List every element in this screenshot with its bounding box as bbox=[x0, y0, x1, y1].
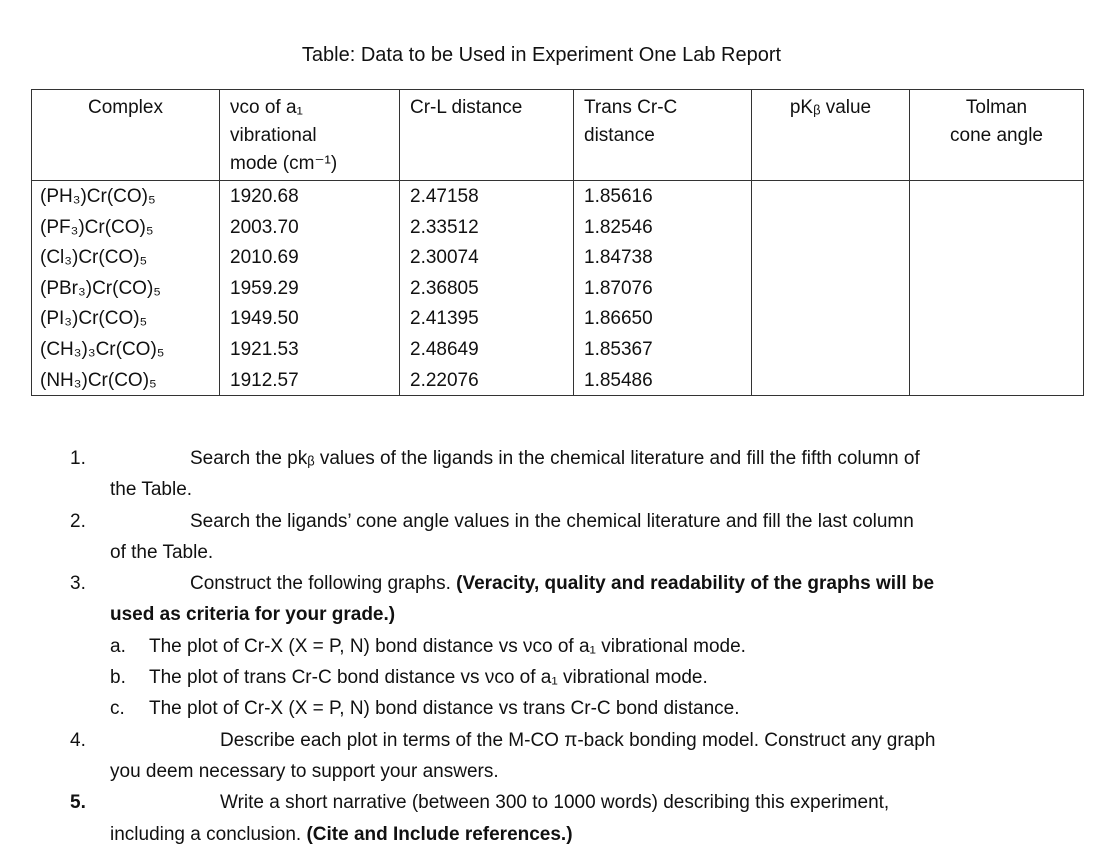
table-row bbox=[32, 212, 1084, 243]
subitem-letter: b. bbox=[110, 667, 126, 689]
cell-complex: (CH₃)₃Cr(CO)₅ bbox=[32, 334, 220, 365]
table-row bbox=[32, 365, 1084, 396]
cell-vco: 1921.53 bbox=[220, 334, 400, 365]
cell-crl: 2.41395 bbox=[400, 303, 574, 334]
item-text-bold: (Cite and Include references.) bbox=[306, 823, 573, 845]
cell-pkb bbox=[752, 273, 910, 304]
cell-tolman bbox=[910, 212, 1084, 243]
header-vco-line-2: vibrational bbox=[230, 125, 317, 146]
item-text-cont: you deem necessary to support your answers. bbox=[110, 760, 499, 782]
cell-pkb bbox=[752, 181, 910, 212]
instruction-item-3 bbox=[0, 568, 1106, 631]
cell-crl: 2.48649 bbox=[400, 334, 574, 365]
cell-complex: (PBr₃)Cr(CO)₅ bbox=[32, 273, 220, 304]
cell-tolman bbox=[910, 181, 1084, 212]
cell-tolman bbox=[910, 273, 1084, 304]
header-complex-line: Complex bbox=[88, 97, 163, 118]
instruction-item-4 bbox=[0, 725, 1106, 788]
page-title: Table: Data to be Used in Experiment One Lab Report bbox=[301, 44, 782, 66]
subitem-text: The plot of Cr-X (X = P, N) bond distance vs trans Cr-C bond distance. bbox=[149, 698, 740, 720]
table-row bbox=[32, 273, 1084, 304]
cell-tolman bbox=[910, 365, 1084, 396]
item-number: 5. bbox=[70, 792, 86, 814]
cell-tolman bbox=[910, 303, 1084, 334]
subitem-b bbox=[0, 662, 1106, 693]
cell-complex: (PH₃)Cr(CO)₅ bbox=[32, 181, 220, 212]
header-vco bbox=[220, 90, 400, 181]
cell-trans-crc: 1.85616 bbox=[574, 181, 752, 212]
cell-vco: 2010.69 bbox=[220, 242, 400, 273]
header-trans-line-2: distance bbox=[584, 125, 655, 146]
item-text-cont: including a conclusion. bbox=[110, 823, 307, 845]
item-text: Write a short narrative (between 300 to 1000 words) describing this experiment, bbox=[220, 792, 890, 814]
item-text-cont: of the Table. bbox=[110, 541, 214, 563]
cell-vco: 1920.68 bbox=[220, 181, 400, 212]
cell-crl: 2.22076 bbox=[400, 365, 574, 396]
cell-tolman bbox=[910, 242, 1084, 273]
header-crl-distance bbox=[400, 90, 574, 181]
instruction-item-1 bbox=[0, 443, 1106, 506]
header-trans-line-1: Trans Cr-C bbox=[584, 97, 678, 118]
item-number: 2. bbox=[70, 510, 86, 532]
data-table bbox=[31, 89, 1084, 396]
header-trans-crc bbox=[574, 90, 752, 181]
subitem-letter: c. bbox=[110, 698, 125, 720]
table-header-row bbox=[32, 90, 1084, 181]
header-pkb bbox=[752, 90, 910, 181]
item-text: Describe each plot in terms of the M-CO π-back bonding model. Construct any graph bbox=[220, 729, 936, 751]
subitem-letter: a. bbox=[110, 635, 126, 657]
cell-crl: 2.30074 bbox=[400, 242, 574, 273]
cell-vco: 1949.50 bbox=[220, 303, 400, 334]
subitem-text: The plot of trans Cr-C bond distance vs νco of a₁ vibrational mode. bbox=[149, 667, 708, 689]
item-text: Search the pkᵦ values of the ligands in the chemical literature and fill the fifth column of bbox=[190, 448, 920, 469]
instruction-item-2 bbox=[0, 506, 1106, 569]
cell-trans-crc: 1.84738 bbox=[574, 242, 752, 273]
cell-crl: 2.36805 bbox=[400, 273, 574, 304]
cell-crl: 2.47158 bbox=[400, 181, 574, 212]
item-number: 4. bbox=[70, 729, 86, 751]
header-complex bbox=[32, 90, 220, 181]
cell-trans-crc: 1.85486 bbox=[574, 365, 752, 396]
cell-trans-crc: 1.86650 bbox=[574, 303, 752, 334]
cell-pkb bbox=[752, 242, 910, 273]
cell-pkb bbox=[752, 303, 910, 334]
header-crl-line: Cr-L distance bbox=[410, 97, 523, 118]
table-row bbox=[32, 181, 1084, 212]
cell-pkb bbox=[752, 365, 910, 396]
header-vco-line-1: νco of a₁ bbox=[230, 97, 303, 118]
cell-trans-crc: 1.87076 bbox=[574, 273, 752, 304]
cell-complex: (NH₃)Cr(CO)₅ bbox=[32, 365, 220, 396]
cell-vco: 1912.57 bbox=[220, 365, 400, 396]
header-tolman-line-2: cone angle bbox=[950, 125, 1043, 146]
item-text-bold-cont: used as criteria for your grade.) bbox=[110, 604, 396, 626]
header-tolman-line-1: Tolman bbox=[965, 97, 1028, 118]
header-vco-line-3: mode (cm⁻¹) bbox=[230, 153, 338, 174]
cell-complex: (Cl₃)Cr(CO)₅ bbox=[32, 242, 220, 273]
header-pkb-line: pKᵦ value bbox=[789, 97, 872, 118]
item-text-cont: the Table. bbox=[110, 479, 193, 501]
table-row bbox=[32, 334, 1084, 365]
cell-trans-crc: 1.85367 bbox=[574, 334, 752, 365]
item-text: Search the ligands’ cone angle values in the chemical literature and fill the last column bbox=[190, 510, 914, 532]
instructions-list bbox=[0, 443, 1106, 850]
cell-pkb bbox=[752, 212, 910, 243]
cell-complex: (PF₃)Cr(CO)₅ bbox=[32, 212, 220, 243]
subitem-text: The plot of Cr-X (X = P, N) bond distance vs νco of a₁ vibrational mode. bbox=[149, 635, 746, 657]
item-number: 3. bbox=[70, 573, 86, 595]
header-tolman bbox=[910, 90, 1084, 181]
item-text: Construct the following graphs. bbox=[190, 573, 457, 595]
subitem-c bbox=[0, 693, 1106, 724]
cell-vco: 2003.70 bbox=[220, 212, 400, 243]
cell-crl: 2.33512 bbox=[400, 212, 574, 243]
cell-tolman bbox=[910, 334, 1084, 365]
item-text-bold: (Veracity, quality and readability of the graphs will be bbox=[456, 573, 935, 595]
cell-complex: (PI₃)Cr(CO)₅ bbox=[32, 303, 220, 334]
table-row bbox=[32, 242, 1084, 273]
cell-trans-crc: 1.82546 bbox=[574, 212, 752, 243]
cell-pkb bbox=[752, 334, 910, 365]
subitem-a bbox=[0, 631, 1106, 662]
instruction-item-5 bbox=[0, 787, 1106, 850]
table-row bbox=[32, 303, 1084, 334]
cell-vco: 1959.29 bbox=[220, 273, 400, 304]
item-number: 1. bbox=[70, 448, 86, 469]
